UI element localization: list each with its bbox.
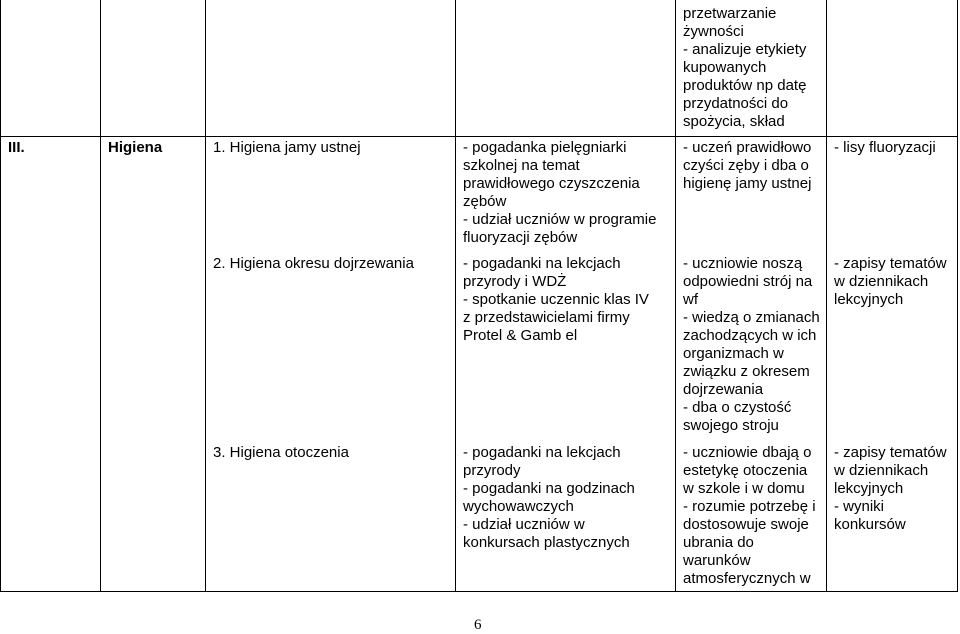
topic-oral-hygiene: 1. Higiena jamy ustnej <box>213 139 361 156</box>
row-divider <box>0 136 958 137</box>
topic-puberty-hygiene: 2. Higiena okresu dojrzewania <box>213 255 414 272</box>
table-border-left <box>0 0 1 592</box>
table-border-bottom <box>0 591 958 592</box>
column-divider-2 <box>205 0 206 592</box>
column-divider-5 <box>826 0 827 592</box>
page-number: 6 <box>474 617 482 633</box>
methods-environment-hygiene: - pogadanki na lekcjach przyrody - pogadanki na godzinach wychowawczych - udział uczniów w konkursach plastycznych <box>463 444 635 551</box>
effects-continued-text: przetwarzanie żywności - analizuje etykiety kupowanych produktów np datę przydatności do spożycia, skład <box>683 5 807 130</box>
effects-puberty-hygiene: - uczniowie noszą odpowiedni strój na wf - wiedzą o zmianach zachodzących w ich organizmach w związku z okresem dojrzewania - dba o czystość swojego stroju <box>683 255 820 434</box>
evidence-environment-hygiene: - zapisy tematów w dziennikach lekcyjnych - wyniki konkursów <box>834 444 947 533</box>
effects-oral-hygiene: - uczeń prawidłowo czyści zęby i dba o higienę jamy ustnej <box>683 139 812 192</box>
column-divider-1 <box>100 0 101 592</box>
section-number: III. <box>8 139 25 156</box>
column-divider-3 <box>455 0 456 592</box>
column-divider-4 <box>675 0 676 592</box>
topic-environment-hygiene: 3. Higiena otoczenia <box>213 444 349 461</box>
evidence-puberty-hygiene: - zapisy tematów w dziennikach lekcyjnych <box>834 255 947 308</box>
section-title: Higiena <box>108 139 163 156</box>
methods-puberty-hygiene: - pogadanki na lekcjach przyrody i WDŻ - spotkanie uczennic klas IV z przedstawicielami firmy Protel & Gamb el <box>463 255 649 344</box>
methods-oral-hygiene: - pogadanka pielęgniarki szkolnej na temat prawidłowego czyszczenia zębów - udział uczniów w programie fluoryzacji zębów <box>463 139 657 246</box>
effects-environment-hygiene: - uczniowie dbają o estetykę otoczenia w szkole i w domu - rozumie potrzebę i dostosowuje swoje ubrania do warunków atmosferycznych w <box>683 444 816 587</box>
table-border-right <box>957 0 958 592</box>
evidence-oral-hygiene: - lisy fluoryzacji <box>834 139 936 156</box>
